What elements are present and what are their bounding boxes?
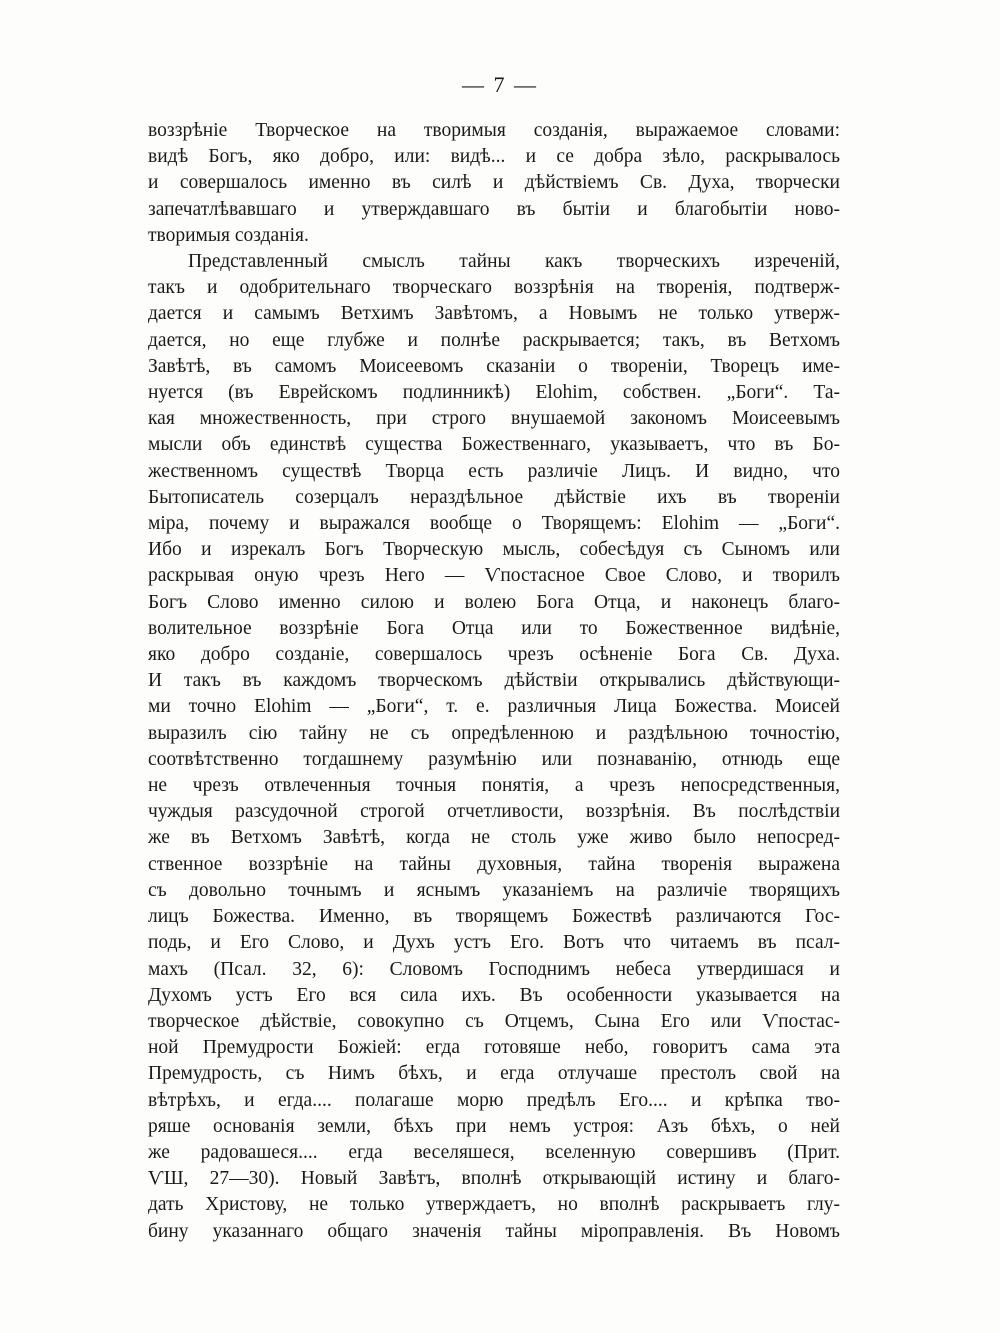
text-line: видѣ Богъ, яко добро, или: видѣ... и се добра зѣло, раскрывалось xyxy=(148,146,840,168)
text-line: ной Премудрости Божіей: егда готовяше небо, говоритъ сама эта xyxy=(148,1037,840,1059)
text-line: творимыя созданія. xyxy=(148,224,309,246)
text-line: И такъ въ каждомъ творческомъ дѣйствіи открывались дѣйствующи- xyxy=(148,670,840,692)
text-line: кая множественность, при строго внушаемой закономъ Моисеевымъ xyxy=(148,408,840,430)
text-line: дается и самымъ Ветхимъ Завѣтомъ, а Новымъ не только утверж- xyxy=(148,303,840,325)
text-line: воззрѣніе Творческое на творимыя созданія, выражаемое словами: xyxy=(148,120,840,141)
text-line: раскрывая оную чрезъ Него — Ѵпостасное Свое Слово, и творилъ xyxy=(148,565,840,587)
text-line: Бытописатель созерцалъ нераздѣльное дѣйствіе ихъ въ твореніи xyxy=(148,486,840,508)
text-line: вѣтрѣхъ, и егда.... полагаше морю предѣлъ Его.... и крѣпка тво- xyxy=(148,1089,840,1111)
text-line: міра, почему и выражался вообще о Творящемъ: Elohim — „Боги“. xyxy=(148,513,840,535)
text-line: и совершалось именно въ силѣ и дѣйствіемъ Св. Духа, творчески xyxy=(148,172,840,194)
text-line: соотвѣтственно тогдашнему разумѣнію или познаванію, отнюдь еще xyxy=(148,748,840,770)
text-line: Духомъ устъ Его вся сила ихъ. Въ особенности указывается на xyxy=(148,984,840,1006)
text-line: подь, и Его Слово, и Духъ устъ Его. Вотъ что читаемъ въ псал- xyxy=(148,932,840,954)
text-line: же въ Ветхомъ Завѣтѣ, когда не столь уже живо было непосред- xyxy=(148,827,840,849)
text-line: выразилъ сію тайну не съ опредѣленною и раздѣльною точностію, xyxy=(148,722,840,744)
text-line: же радовашеся.... егда веселяшеся, вселенную совершивъ (Прит. xyxy=(148,1141,840,1163)
text-line: бину указаннаго общаго значенія тайны міроправленія. Въ Новомъ xyxy=(148,1220,840,1242)
text-line: Ибо и изрекалъ Богъ Творческую мысль, собесѣдуя съ Сыномъ или xyxy=(148,539,840,561)
text-line: нуется (въ Еврейскомъ подлинникѣ) Elohim, собствен. „Боги“. Та- xyxy=(148,382,840,404)
text-line: Представленный смыслъ тайны какъ творческихъ изреченій, xyxy=(188,251,840,273)
paragraph-2 xyxy=(148,249,840,1245)
text-line: творческое дѣйствіе, совокупно съ Отцемъ, Сына Его или Ѵпостас- xyxy=(148,1010,840,1032)
text-line: не чрезъ отвлеченныя точныя понятія, а чрезъ непосредственныя, xyxy=(148,775,840,797)
text-line: запечатлѣвавшаго и утверждавшаго въ бытіи и благобытіи ново- xyxy=(148,198,840,220)
paragraph-1 xyxy=(148,118,840,249)
text-line: ѴШ, 27—30). Новый Завѣтъ, вполнѣ открывающій истину и благо- xyxy=(148,1168,840,1190)
text-line: дать Христову, не только утверждаетъ, но вполнѣ раскрываетъ глу- xyxy=(148,1194,840,1216)
text-line: махъ (Псал. 32, 6): Словомъ Господнимъ небеса утвердишася и xyxy=(148,958,840,980)
text-line: яко добро созданіе, совершалось чрезъ осѣненіе Бога Св. Духа. xyxy=(148,644,840,666)
text-line: чуждыя разсудочной строгой отчетливости, воззрѣнія. Въ послѣдствіи xyxy=(148,801,840,823)
text-line: Завѣтѣ, въ самомъ Моисеевомъ сказаніи о твореніи, Творецъ име- xyxy=(148,355,840,377)
text-line: лицъ Божества. Именно, въ творящемъ Божествѣ различаются Гос- xyxy=(148,906,840,928)
text-line: ми точно Elohim — „Боги“, т. е. различныя Лица Божества. Моисей xyxy=(148,696,840,718)
text-line: дается, но еще глубже и полнѣе раскрывается; такъ, въ Ветхомъ xyxy=(148,329,840,351)
text-line: съ довольно точнымъ и яснымъ указаніемъ на различіе творящихъ xyxy=(148,879,840,901)
text-line: ственное воззрѣніе на тайны духовныя, тайна творенія выражена xyxy=(148,853,840,875)
text-line: такъ и одобрительнаго творческаго воззрѣнія на творенія, подтверж- xyxy=(148,277,840,299)
text-line: Премудрость, съ Нимъ бѣхъ, и егда отлучаше престолъ свой на xyxy=(148,1063,840,1085)
page-number: — 7 — xyxy=(462,72,538,97)
text-line: мысли объ единствѣ существа Божественнаго, указываетъ, что въ Бо- xyxy=(148,434,840,456)
text-line: жественномъ существѣ Творца есть различіе Лицъ. И видно, что xyxy=(148,460,840,482)
text-line: Богъ Слово именно силою и волею Бога Отца, и наконецъ благо- xyxy=(148,591,840,613)
body-text xyxy=(148,118,840,1245)
text-line: волительное воззрѣніе Бога Отца или то Божественное видѣніе, xyxy=(148,617,840,639)
text-line: ряше основанія земли, бѣхъ при немъ устроя: Азъ бѣхъ, о ней xyxy=(148,1115,840,1137)
